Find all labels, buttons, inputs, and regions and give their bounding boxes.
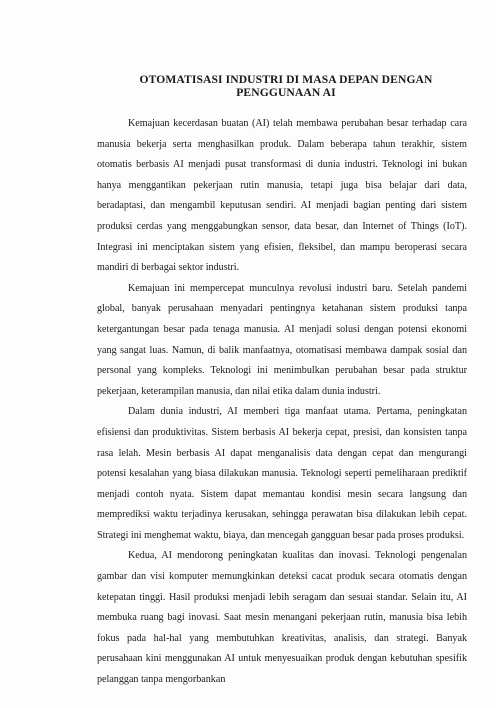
document-title xyxy=(97,73,467,99)
title-line-1: OTOMATISASI INDUSTRI DI MASA DEPAN DENGAN xyxy=(139,73,433,86)
paragraph-4: Kedua, AI mendorong peningkatan kualitas dan inovasi. Teknologi pengenalan gambar dan visi komputer memungkinkan deteksi cacat produk secara otomatis dengan ketepatan tinggi. Hasil produksi menjadi lebih seragam dan sesuai standar. Selain itu, AI membuka ruang bagi inovasi. Saat mesin menangani pekerjaan rutin, manusia bisa lebih fokus pada hal-hal yang membutuhkan kreativitas, analisis, dan strategi. Banyak perusahaan kini menggunakan AI untuk menyesuaikan produk dengan kebutuhan spesifik pelanggan tanpa mengorbankan xyxy=(97,550,467,686)
paragraph-3: Dalam dunia industri, AI memberi tiga manfaat utama. Pertama, peningkatan efisiensi dan produktivitas. Sistem berbasis AI bekerja cepat, presisi, dan konsisten tanpa rasa lelah. Mesin berbasis AI dapat menganalisis data dengan cepat dan mengurangi potensi kesalahan yang biasa dilakukan manusia. Teknologi seperti pemeliharaan prediktif menjadi contoh nyata. Sistem dapat memantau kondisi mesin secara langsung dan memprediksi waktu terjadinya kerusakan, sehingga perawatan bisa dilakukan lebih cepat. Strategi ini menghemat waktu, biaya, dan mencegah gangguan besar pada proses produksi. xyxy=(97,406,467,541)
paragraph-2: Kemajuan ini mempercepat munculnya revolusi industri baru. Setelah pandemi global, banyak perusahaan menyadari pentingnya ketahanan sistem produksi tanpa ketergantungan besar pada tenaga manusia. AI menjadi solusi dengan potensi ekonomi yang sangat luas. Namun, di balik manfaatnya, otomatisasi membawa dampak sosial dan personal yang kompleks. Teknologi ini menimbulkan perubahan besar pada struktur pekerjaan, keterampilan manusia, dan nilai etika dalam dunia industri. xyxy=(97,282,467,397)
title-line-2: PENGGUNAAN AI xyxy=(236,86,336,99)
paragraph-1: Kemajuan kecerdasan buatan (AI) telah membawa perubahan besar terhadap cara manusia bekerja serta menghasilkan produk. Dalam beberapa tahun terakhir, sistem otomatis berbasis AI menjadi pusat transformasi di dunia industri. Teknologi ini bukan hanya menggantikan pekerjaan rutin manusia, tetapi juga bisa belajar dari data, beradaptasi, dan mengambil keputusan sendiri. AI menjadi bagian penting dari sistem produksi cerdas yang menggabungkan sensor, data besar, dan Internet of Things (IoT). Integrasi ini menciptakan sistem yang efisien, fleksibel, dan mampu beroperasi secara mandiri di berbagai sektor industri. xyxy=(97,118,467,274)
